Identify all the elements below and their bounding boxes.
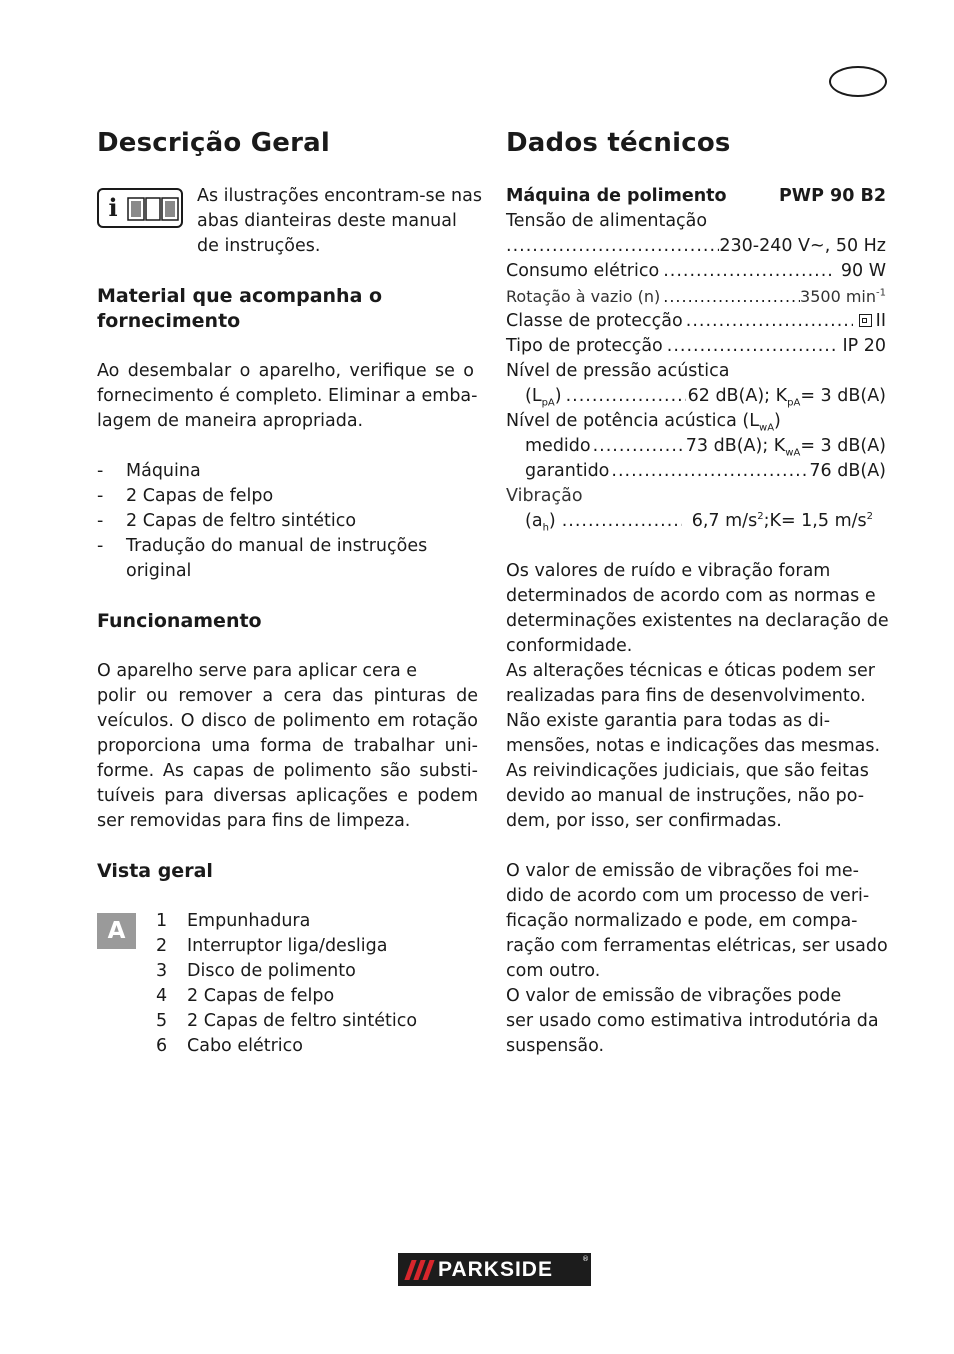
- list-item: 6 Cabo elétrico: [156, 1036, 303, 1056]
- spec-title-row: [506, 184, 886, 209]
- vibration-emission-text: O valor de emissão de vibrações foi me- dido de acordo com um processo de veri- ficação normalizado e pode, em compa- ração com ferramentas elétricas, ser usado com outro. O valor de emissão de vibrações pode ser usado como estimativa introdutória da suspensão.: [506, 861, 888, 1056]
- list-item: - Máquina: [97, 461, 201, 481]
- figure-label-a: A: [97, 913, 136, 949]
- spec-pressure-row: $(L_{pA})$ ..... 62 dB(A); $K_{pA}= 3$ dB(A): [506, 384, 886, 409]
- heading-supplied-material: Material que acompanha o fornecimento: [97, 285, 383, 332]
- list-item: 5 2 Capas de feltro sintético: [156, 1011, 418, 1031]
- section-title-general-description: Descrição Geral: [97, 128, 330, 158]
- list-item: 1 Empunhadura: [156, 911, 311, 931]
- list-item: - 2 Capas de felpo: [97, 486, 274, 506]
- spec-ip-row: Tipo de protecção ..... IP 20: [506, 334, 886, 359]
- supplied-items-list: [97, 459, 482, 584]
- spec-guaranteed-row: garantido ..... 76 dB(A): [506, 459, 886, 484]
- spec-power-row: Consumo elétrico ..... 90 W: [506, 259, 886, 284]
- logo-stripes-icon: [398, 1253, 438, 1286]
- language-badge: [829, 66, 887, 97]
- list-item: 2 Interruptor liga/desliga: [156, 936, 388, 956]
- spec-vibration-label-row: Vibração: [506, 486, 583, 506]
- list-item: 3 Disco de polimento: [156, 961, 356, 981]
- list-item-continuation: original: [126, 561, 192, 581]
- spec-voltage-label-row: Tensão de alimentação: [506, 211, 708, 231]
- disclaimer-text: Os valores de ruído e vibração foram determinados de acordo com as normas e determinações existentes na declaração de conformidade. As alterações técnicas e óticas podem ser realizadas para fins de desenvolvimento. Não existe garantia para todas as di- mensões, notas e indicações das mesmas. As reivindicações judiciais, que são feitas devido ao manual de instruções, não po- dem, por isso, ser confirmadas.: [506, 561, 889, 831]
- section-title-technical-data: Dados técnicos: [506, 128, 731, 158]
- spec-measured-row: medido ..... 73 dB(A); $K_{wA}= 3$ dB(A): [506, 434, 886, 459]
- list-item: 4 2 Capas de felpo: [156, 986, 335, 1006]
- overview-parts-list: [156, 909, 476, 1059]
- list-item: - 2 Capas de feltro sintético: [97, 511, 357, 531]
- list-item: - Tradução do manual de instruções: [97, 536, 428, 556]
- function-text: O aparelho serve para aplicar cera e polir ou remover a cera das pinturas de veículos. O disco de polimento em rotação proporciona uma forma de trabalhar uni- forme. As capas de polimento são substi- tuíveis para diversas aplicações e podem ser removidas para fins de limpeza.: [97, 661, 478, 831]
- protection-class-ii-icon: [859, 314, 872, 327]
- info-book-icon: [97, 188, 183, 228]
- spec-speed-row: Rotação à vazio (n) ..... 3500 $\min^{-1}$: [506, 284, 886, 309]
- parkside-logo: PARKSIDE ®: [398, 1253, 591, 1286]
- heading-function: Funcionamento: [97, 610, 262, 632]
- spec-power-level-label-row: Nível de potência acústica $(L_{wA})$: [506, 411, 781, 434]
- supplied-text: Ao desembalar o aparelho, verifique se o fornecimento é completo. Eliminar a emba- lagem de maneira apropriada.: [97, 361, 478, 431]
- spec-pressure-label-row: Nível de pressão acústica: [506, 361, 730, 381]
- info-icon: i: [108, 193, 118, 222]
- spec-model: PWP 90 B2: [778, 186, 886, 206]
- heading-overview: Vista geral: [97, 860, 213, 882]
- spec-vibration-row: $(a_h)$ ..... 6,7 $m/s^2;K= 1,5$ $m/s^2$: [506, 509, 886, 534]
- spec-protection-class-row: Classe de protecção ..... II: [506, 309, 886, 334]
- logo-wordmark: PARKSIDE: [438, 1258, 553, 1281]
- spec-voltage-row: ..... 230-240 V~, 50 Hz: [506, 234, 886, 259]
- spec-product-name: Máquina de polimento: [506, 186, 727, 206]
- technical-specs: [506, 184, 886, 534]
- info-text: As ilustrações encontram-se nas abas dianteiras deste manual de instruções.: [197, 186, 482, 256]
- fold-out-book-icon: [127, 196, 179, 222]
